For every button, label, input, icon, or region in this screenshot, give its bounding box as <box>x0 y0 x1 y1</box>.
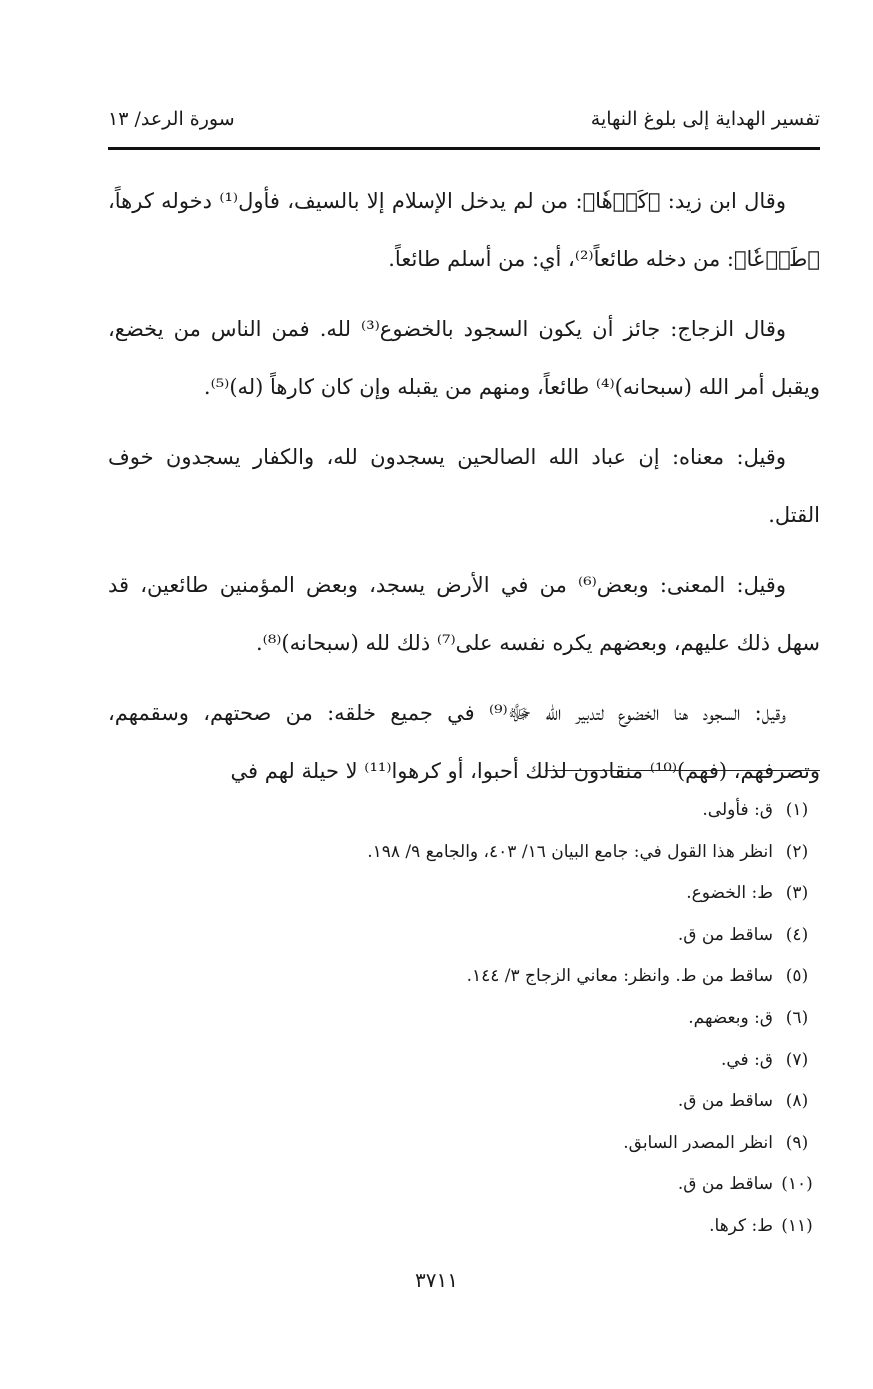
footnote-item <box>221 1123 821 1165</box>
footnote-text: ق: فأولى. <box>702 800 773 820</box>
footnote-item <box>221 790 821 832</box>
footnote-text: ساقط من ق. <box>677 1174 773 1195</box>
footnote-text: ق: وبعضهم. <box>688 1007 773 1028</box>
paragraph-meaning-3: وقيل: السجود هنا الخضوع لتدبير الله ﷻ⁽⁹⁾ في جميع خلقه: من صحتهم، وسقمهم، وتصرفهم، (فهم)⁽¹⁰⁾ منقادون لذلك أحبوا، أو كرهوا⁽¹¹⁾ لا حيلة لهم في <box>108 701 820 783</box>
footnote-number: (٥) <box>785 966 809 987</box>
footnote-item <box>221 998 821 1040</box>
running-header <box>108 100 820 140</box>
paragraph-zajjaj: وقال الزجاج: جائز أن يكون السجود بالخضوع⁽³⁾ لله. فمن الناس من يخضع، ويقبل أمر الله (سبحانه)⁽⁴⁾ طائعاً، ومنهم من يقبله وإن كان كارهاً (له)⁽⁵⁾. <box>108 317 820 399</box>
main-text <box>108 172 820 812</box>
footnote-number: (٨) <box>785 1091 809 1112</box>
header-divider <box>108 147 820 150</box>
footnote-number: (٧) <box>785 1049 809 1070</box>
footnote-text: ساقط من ق. <box>677 1091 773 1112</box>
footnote-item <box>221 832 821 874</box>
header-surah-page: سورة الرعد/ ١٣ <box>108 108 235 130</box>
footnote-text: ساقط من ط. وانظر: معاني الزجاج ٣/ ١٤٤. <box>466 966 773 987</box>
paragraph-meaning-2: وقيل: المعنى: وبعض⁽⁶⁾ من في الأرض يسجد، وبعض المؤمنين طائعين، قد سهل ذلك عليهم، وبعضهم يكره نفسه على⁽⁷⁾ ذلك لله (سبحانه)⁽⁸⁾. <box>108 573 820 655</box>
footnote-text: ط: الخضوع. <box>686 883 773 904</box>
footnote-number: (١٠) <box>781 1174 813 1195</box>
footnote-text: ساقط من ق. <box>677 924 773 945</box>
footnote-number: (٩) <box>785 1132 809 1153</box>
paragraph-meaning-1: وقيل: معناه: إن عباد الله الصالحين يسجدون لله، والكفار يسجدون خوف القتل. <box>108 445 820 527</box>
header-book-title: تفسير الهداية إلى بلوغ النهاية <box>590 108 820 130</box>
footnote-number: (١١) <box>781 1215 813 1236</box>
footnote-number: (٢) <box>785 841 809 862</box>
footnote-item <box>221 1164 821 1206</box>
footnote-item <box>221 873 821 915</box>
footnote-number: (٦) <box>785 1007 809 1028</box>
footnote-number: (٤) <box>785 924 809 945</box>
footnote-item <box>221 1081 821 1123</box>
footnote-number: (١) <box>785 800 809 820</box>
footnote-text: ط: كرها. <box>709 1215 773 1236</box>
footnote-number: (٣) <box>785 883 809 904</box>
footnote-text: ق: في. <box>720 1049 773 1070</box>
footnotes <box>221 790 821 1248</box>
footnote-item <box>221 915 821 957</box>
paragraph-ibn-zayd: وقال ابن زيد: ﴿كَرۡهٗا﴾: من لم يدخل الإسلام إلا بالسيف، فأول⁽¹⁾ دخوله كرهاً، ﴿طَوۡعٗا﴾: من دخله طائعاً⁽²⁾، أي: من أسلم طائعاً. <box>108 189 820 271</box>
page-number: ٣٧١١ <box>415 1268 458 1292</box>
footnote-item <box>221 956 821 998</box>
footnote-divider <box>545 770 820 771</box>
footnote-text: انظر هذا القول في: جامع البيان ١٦/ ٤٠٣، والجامع ٩/ ١٩٨. <box>367 841 773 862</box>
footnote-item <box>221 1040 821 1082</box>
footnote-text: انظر المصدر السابق. <box>623 1132 773 1153</box>
footnote-item <box>221 1206 821 1248</box>
